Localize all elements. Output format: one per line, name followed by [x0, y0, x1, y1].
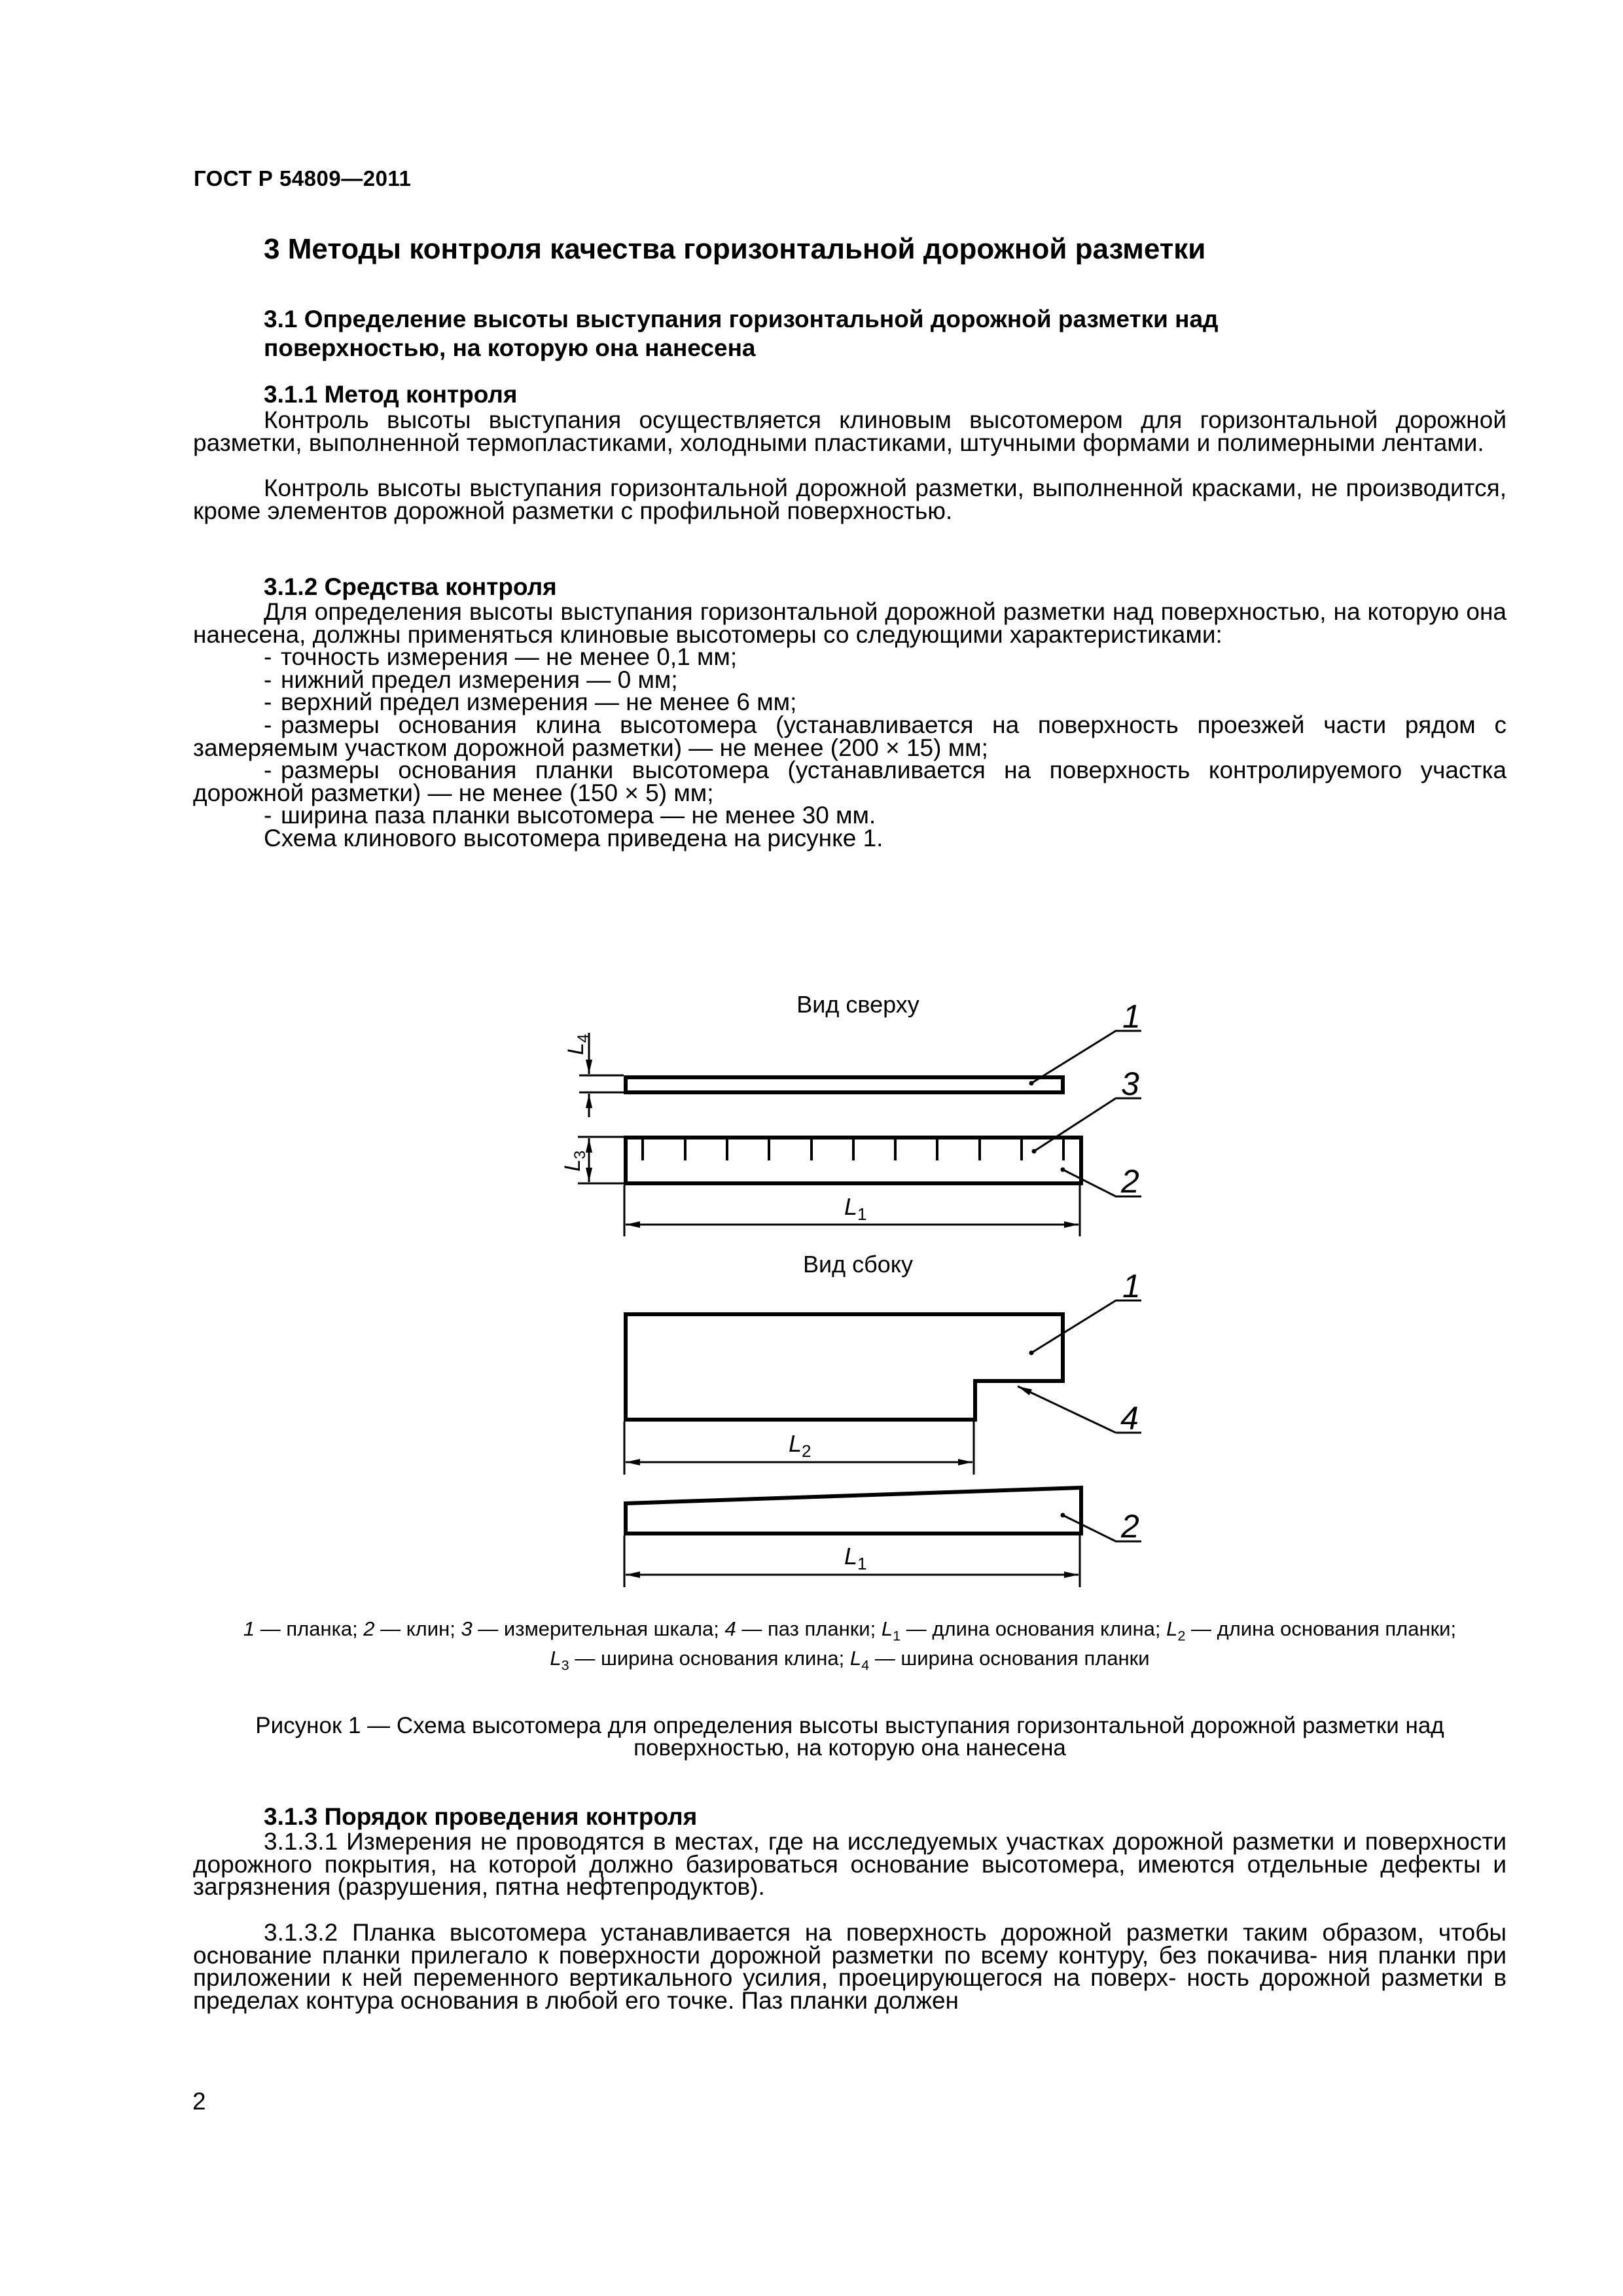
- section-3-title: 3 Методы контроля качества горизонтальной дорожной разметки: [264, 233, 1206, 265]
- bullet-text: нижний предел измерения — 0 мм;: [281, 666, 678, 693]
- paragraph-text: Контроль высоты выступания горизонтальной дорожной разметки, выполненной красками, не производится, кроме элементов дорожной разметки с профильной поверхностью.: [193, 475, 1507, 524]
- bullet-marker: -: [264, 757, 272, 783]
- wedge-side-view: [626, 1488, 1081, 1534]
- svg-text:L4: $L_4$: [563, 1033, 592, 1055]
- svg-text:2: 2: [1121, 1163, 1139, 1200]
- dimension-L1-top: [624, 1185, 1080, 1236]
- dimension-L4: [563, 1033, 624, 1117]
- paragraph-3-1-3-1: [193, 1828, 1507, 1901]
- plank-side-view: [626, 1314, 1063, 1420]
- paragraph-text: Схема клинового высотомера приведена на рисунке 1.: [264, 825, 883, 852]
- section-3-1-3-title: 3.1.3 Порядок проведения контроля: [264, 1803, 698, 1830]
- svg-text:4: 4: [1120, 1400, 1139, 1437]
- bullet-text: точность измерения — не менее 0,1 мм;: [281, 643, 738, 670]
- figure-caption: [193, 1715, 1507, 1759]
- paragraph-text: Контроль высоты выступания осуществляется клиновым высотомером для горизонтальной дорожной разметки, выполненной термопластиками, холодными пластиками, штучными формами и полимерными лентами.: [193, 406, 1507, 456]
- svg-text:2: 2: [1121, 1508, 1139, 1545]
- dimension-L3: [560, 1137, 624, 1183]
- svg-text:1: 1: [1122, 1268, 1141, 1304]
- callout-2-side: [1061, 1508, 1142, 1545]
- plank-top-view: [626, 1077, 1063, 1092]
- figure-caption-line1: Рисунок 1 — Схема высотомера для определения высоты выступания горизонтальной дорожной разметки над: [255, 1713, 1444, 1738]
- page-number: 2: [192, 2088, 206, 2115]
- bullet-marker: -: [264, 711, 272, 738]
- side-view-title: Вид сбоку: [803, 1251, 913, 1278]
- bullet-marker: -: [264, 666, 272, 693]
- paragraph-text: Для определения высоты выступания горизонтальной дорожной разметки над поверхностью, на которую она нанесена, должны применяться клиновые высотомеры со следующими характеристиками:: [193, 598, 1507, 648]
- paragraph-3-1-3-2: [193, 1919, 1507, 2014]
- document-code-header: ГОСТ Р 54809—2011: [194, 166, 412, 190]
- callout-1-side: [1029, 1268, 1142, 1355]
- bullet-marker: -: [264, 689, 272, 715]
- top-view-title: Вид сверху: [796, 991, 919, 1018]
- bullet-marker: -: [264, 802, 272, 829]
- bullet-marker: -: [264, 643, 272, 670]
- svg-text:L1: $L_1$: [844, 1193, 867, 1224]
- paragraph-text: 3.1.3.1 Измерения не проводятся в местах, где на исследуемых участках дорожной разметки и поверхности дорожного покрытия, на которой должно базироваться основание высотомера, имеются отдельные дефекты и загрязнения (разрушения, пятна нефтепродуктов).: [193, 1828, 1507, 1901]
- figure-legend: [193, 1618, 1507, 1676]
- figure-legend-line1: 1 — планка; 2 — клин; 3 — измерительная шкала; 4 — паз планки; $L_1$ — длина основания клина; $L_2$ — длина основания планки;: [243, 1617, 1457, 1644]
- figure-caption-line2: поверхностью, на которую она нанесена: [633, 1735, 1066, 1761]
- section-3-1-2-title: 3.1.2 Средства контроля: [264, 573, 557, 600]
- callout-4-groove: [1018, 1386, 1141, 1437]
- section-3-1-1-title: 3.1.1 Метод контроля: [264, 381, 518, 408]
- bullet-text: размеры основания планки высотомера (устанавливается на поверхность контролируемого участка дорожной разметки) — не менее (150 × 5) мм;: [193, 757, 1507, 806]
- svg-text:3: 3: [1121, 1066, 1139, 1102]
- measuring-scale-ticks: [643, 1139, 1063, 1160]
- figure-legend-line2: $L_3$ — ширина основания клина; $L_4$ — ширина основания планки: [550, 1646, 1150, 1674]
- svg-text:L3: $L_3$: [560, 1150, 589, 1172]
- bullet-text: размеры основания клина высотомера (устанавливается на поверхность проезжей части рядом с замеряемым участком дорожной разметки) — не менее (200 × 15) мм;: [193, 711, 1507, 761]
- paragraph-text: 3.1.3.2 Планка высотомера устанавливается на поверхность дорожной разметки таким образом, чтобы основание планки прилегало к поверхности дорожной разметки по всему контуру, без покачива- ния планки при приложении к ней переменного вертикального усилия, проецирующегося на поверх- ность дорожной разметки в пределах контура основания в любой его точке. Паз планки должен: [193, 1919, 1507, 2014]
- svg-text:L2: $L_2$: [789, 1430, 812, 1461]
- section-3-1-title-line2: поверхностью, на которую она нанесена: [264, 334, 756, 361]
- svg-text:L1: $L_1$: [844, 1543, 867, 1573]
- svg-text:1: 1: [1122, 998, 1141, 1035]
- bullet-text: верхний предел измерения — не менее 6 мм;: [281, 689, 797, 715]
- bullet-text: ширина паза планки высотомера — не менее 30 мм.: [281, 802, 876, 829]
- dimension-L1-side: [624, 1535, 1080, 1587]
- section-3-1-title-line1: 3.1 Определение высоты выступания горизонтальной дорожной разметки над: [264, 306, 1219, 332]
- dimension-L2: [624, 1422, 974, 1475]
